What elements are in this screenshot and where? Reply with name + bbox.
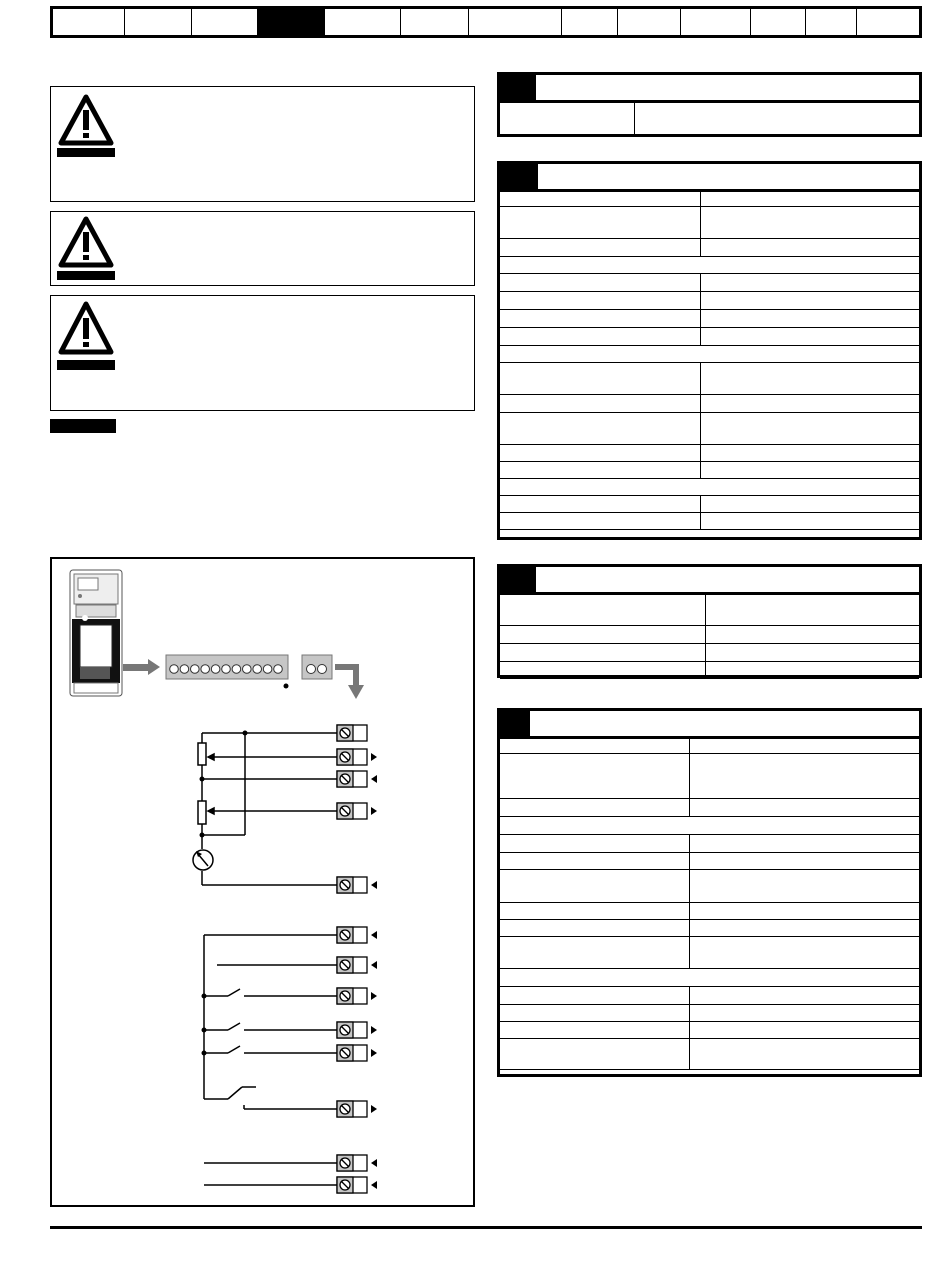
- nav-tab-5[interactable]: [325, 9, 401, 35]
- terminal-screw-icon: [337, 957, 377, 973]
- table-row: [500, 919, 919, 937]
- table-row: [500, 512, 919, 530]
- drive-unit-icon: [70, 570, 122, 696]
- terminal-screw-icon: [191, 665, 200, 674]
- terminal-screw-icon: [337, 1155, 377, 1171]
- terminal-screw-icon: [337, 1022, 377, 1038]
- table-row: [500, 968, 919, 987]
- terminal-screw-icon: [337, 771, 377, 787]
- table-row: [500, 309, 919, 328]
- table-row: [500, 238, 919, 257]
- terminal-screw-icon: [337, 749, 377, 765]
- terminal-screw-icon: [243, 665, 252, 674]
- table-row: [500, 753, 919, 799]
- nav-tab-1[interactable]: [53, 9, 125, 35]
- nav-tab-2[interactable]: [125, 9, 193, 35]
- table-row: [500, 444, 919, 462]
- terminal-screw-icon: [211, 665, 220, 674]
- nav-tab-12[interactable]: [806, 9, 858, 35]
- table-header: [500, 711, 919, 739]
- nav-tab-11[interactable]: [751, 9, 806, 35]
- table-row: [500, 852, 919, 870]
- warning-box-1: [50, 86, 475, 202]
- potentiometer-icon: [198, 801, 214, 824]
- table-row: [500, 189, 919, 207]
- warning-triangle-icon: [57, 300, 115, 372]
- arrow-down-icon: [335, 667, 364, 699]
- table-row: [500, 394, 919, 413]
- note-label: [50, 419, 116, 433]
- terminal-screw-icon: [337, 1101, 377, 1117]
- table-row: [500, 816, 919, 835]
- terminal-screw-icon: [337, 988, 377, 1004]
- table-row: [500, 592, 919, 626]
- top-nav-bar: [50, 6, 922, 38]
- table-row: [500, 902, 919, 920]
- table-row: [500, 100, 919, 135]
- terminal-screw-icon: [337, 1045, 377, 1061]
- table-row: [500, 412, 919, 445]
- table-header: [500, 75, 919, 103]
- table-row: [500, 643, 919, 662]
- nav-tab-8[interactable]: [562, 9, 618, 35]
- terminal-screw-icon: [232, 665, 241, 674]
- wiring-diagram-svg: [52, 559, 473, 1205]
- nav-tab-3[interactable]: [192, 9, 258, 35]
- warning-triangle-icon: [57, 93, 115, 157]
- terminal-screw-icon: [253, 665, 262, 674]
- table-row: [500, 869, 919, 903]
- terminal-screw-icon: [180, 665, 189, 674]
- table-row: [500, 834, 919, 853]
- terminal-screw-icon: [337, 927, 377, 943]
- nav-tab-4[interactable]: [258, 9, 326, 35]
- table-row: [500, 327, 919, 346]
- nav-tab-6[interactable]: [401, 9, 469, 35]
- parameter-table-2: [497, 161, 922, 540]
- table-row: [500, 362, 919, 395]
- terminal-screw-icon: [201, 665, 210, 674]
- nav-tab-9[interactable]: [618, 9, 682, 35]
- table-row: [500, 736, 919, 754]
- table-header: [500, 567, 919, 595]
- terminal-screw-icon: [337, 1177, 377, 1193]
- table-row: [500, 256, 919, 274]
- footer-rule: [50, 1226, 922, 1229]
- table-row: [500, 661, 919, 679]
- section-number-block: [500, 711, 530, 736]
- table-row: [500, 1004, 919, 1022]
- wiring-diagram: [50, 557, 475, 1207]
- nav-tab-13[interactable]: [857, 9, 919, 35]
- arrow-right-icon: [123, 659, 160, 675]
- terminal-screw-icon: [337, 877, 377, 893]
- meter-icon: [193, 850, 213, 870]
- table-row: [500, 936, 919, 969]
- section-number-block: [500, 75, 536, 100]
- terminal-screw-icon: [222, 665, 231, 674]
- warning-box-2: [50, 211, 475, 286]
- table-row: [500, 986, 919, 1005]
- potentiometer-icon: [198, 743, 214, 765]
- terminal-screw-icon: [263, 665, 272, 674]
- parameter-table-3: [497, 564, 922, 678]
- table-row: [500, 798, 919, 817]
- parameter-table-1: [497, 72, 922, 137]
- nav-tab-10[interactable]: [681, 9, 751, 35]
- table-row: [500, 206, 919, 239]
- parameter-table-4: [497, 708, 922, 1077]
- terminal-screw-icon: [337, 803, 377, 819]
- table-row: [500, 625, 919, 644]
- terminal-screw-icon: [274, 665, 283, 674]
- table-row: [500, 495, 919, 513]
- section-number-block: [500, 164, 538, 189]
- warning-triangle-icon: [57, 215, 115, 281]
- terminal-screw-icon: [337, 725, 367, 741]
- warning-box-3: [50, 295, 475, 411]
- table-row: [500, 345, 919, 363]
- terminal-block-icon: [166, 655, 332, 689]
- table-header: [500, 164, 919, 192]
- nav-tab-7[interactable]: [469, 9, 562, 35]
- table-row: [500, 1038, 919, 1070]
- table-row: [500, 478, 919, 496]
- table-row: [500, 1021, 919, 1039]
- table-row: [500, 273, 919, 292]
- section-number-block: [500, 567, 536, 592]
- table-row: [500, 461, 919, 479]
- table-row: [500, 291, 919, 310]
- terminal-screw-icon: [170, 665, 179, 674]
